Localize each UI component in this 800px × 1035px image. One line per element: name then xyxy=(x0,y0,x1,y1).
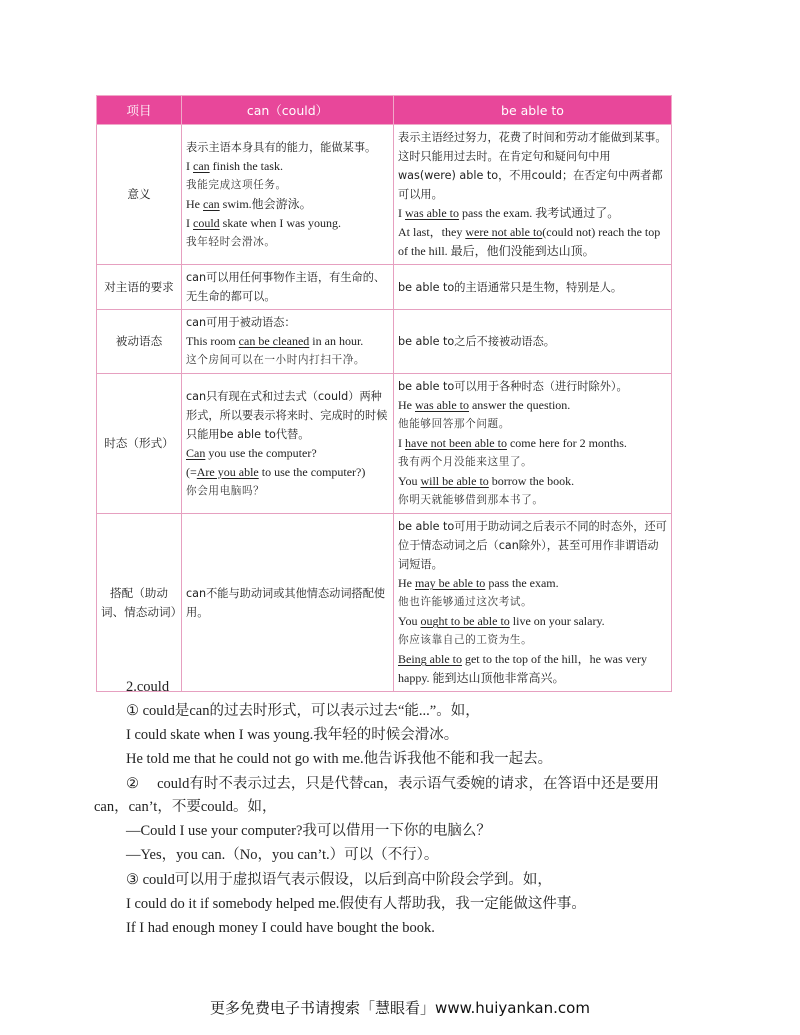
translation-text: 你会用电脑吗？ xyxy=(186,484,265,497)
underlined-phrase: can be cleaned xyxy=(238,334,310,348)
example-sentence xyxy=(398,223,667,261)
example-sentence xyxy=(398,650,667,688)
sentence-text: in an hour. xyxy=(309,334,364,348)
body-line: can，can’t，不要could。如， xyxy=(94,799,277,815)
example-sentence xyxy=(398,204,667,223)
explanation-text: 表示主语本身具有的能力，能做某事。 xyxy=(186,140,377,154)
sentence-text: answer the question. xyxy=(468,398,571,412)
sentence-text: This room xyxy=(186,334,239,348)
can-vs-be-able-to-table xyxy=(96,95,672,692)
body-line: —Could I use your computer?我可以借用一下你的电脑么？ xyxy=(126,823,491,839)
explanation-text: be able to的主语通常只是生物，特别是人。 xyxy=(398,280,623,294)
example-sentence xyxy=(186,214,389,233)
underlined-phrase: Being able to xyxy=(398,652,462,666)
be-able-to-cell xyxy=(394,374,672,514)
row-label: 搭配（助动词、情态动词） xyxy=(97,514,182,692)
row-label: 被动语态 xyxy=(97,310,182,374)
table-row xyxy=(97,374,672,514)
underlined-phrase: was able to xyxy=(405,206,459,220)
explanation-text: be able to可用于助动词之后表示不同的时态外，还可位于情态动词之后（can除外），甚至可用作非谓语动词短语。 xyxy=(398,520,667,571)
sentence-text: live on your salary. xyxy=(509,614,605,628)
translation-text: 我有两个月没能来这里了。 xyxy=(398,456,533,468)
underlined-phrase: may be able to xyxy=(415,576,486,590)
sentence-text: you use the computer? xyxy=(205,445,317,460)
translation-text: 你明天就能够借到那本书了。 xyxy=(398,494,544,506)
header-be-able-to: be able to xyxy=(394,96,672,125)
underlined-phrase: have not been able to xyxy=(405,436,507,450)
example-sentence xyxy=(186,157,389,176)
translation-text: 他能够回答那个问题。 xyxy=(398,418,510,430)
sentence-text: finish the task. xyxy=(209,158,283,173)
can-could-cell xyxy=(182,374,394,514)
row-label: 对主语的要求 xyxy=(97,265,182,310)
example-sentence xyxy=(398,434,667,453)
underlined-phrase: Are you able xyxy=(196,464,259,479)
table-header-row xyxy=(97,96,672,125)
sentence-text: come here for 2 months. xyxy=(506,436,627,450)
be-able-to-cell xyxy=(394,125,672,265)
sentence-text: You xyxy=(398,614,421,628)
explanation-text: can只有现在式和过去式（could）两种形式，所以要表示将来时、完成时的时候只能用be able to代替。 xyxy=(186,389,388,441)
sentence-text: He xyxy=(186,196,203,211)
translation-text: 我能完成这项任务。 xyxy=(186,178,287,191)
body-line: He told me that he could not go with me.他告诉我他不能和我一起去。 xyxy=(126,751,553,767)
sentence-text: You xyxy=(398,474,421,488)
body-line: ② could有时不表示过去，只是代替can，表示语气委婉的请求，在答语中还是要用 xyxy=(126,776,659,792)
sentence-text: borrow the book. xyxy=(488,474,575,488)
can-could-cell xyxy=(182,310,394,374)
body-line: I could skate when I was young.我年轻的时候会滑冰。 xyxy=(126,727,459,743)
can-could-cell xyxy=(182,514,394,692)
example-sentence xyxy=(186,332,389,351)
underlined-phrase: can xyxy=(193,158,210,173)
example-sentence xyxy=(186,463,389,482)
sentence-text: At last，they xyxy=(398,225,466,239)
table-row xyxy=(97,310,672,374)
example-sentence xyxy=(398,574,667,593)
sentence-text: pass the exam. xyxy=(485,576,559,590)
table-row xyxy=(97,125,672,265)
body-line: —Yes，you can.（No，you can’t.）可以（不行）。 xyxy=(126,847,439,863)
underlined-phrase: were not able to xyxy=(465,225,543,239)
explanation-text: can不能与助动词或其他情态动词搭配使用。 xyxy=(186,586,386,619)
example-sentence xyxy=(186,195,389,214)
sentence-text: I xyxy=(398,206,405,220)
underlined-phrase: ought to be able to xyxy=(420,614,510,628)
underlined-phrase: can xyxy=(203,196,220,211)
underlined-phrase: was able to xyxy=(415,398,469,412)
be-able-to-cell xyxy=(394,310,672,374)
sentence-text: get to the top of the hill，he was very happy. 能到达山顶他非常高兴。 xyxy=(398,652,647,685)
example-sentence xyxy=(398,472,667,491)
header-can-could: can（could） xyxy=(182,96,394,125)
row-label: 意义 xyxy=(97,125,182,265)
explanation-text: 表示主语经过努力，花费了时间和劳动才能做到某事。这时只能用过去时。在肯定句和疑问句中用was(were) able to，不用could；在否定句中两者都可以用。 xyxy=(398,131,667,201)
underlined-phrase: will be able to xyxy=(420,474,489,488)
sentence-text: I xyxy=(398,436,405,450)
sentence-text: He xyxy=(398,576,415,590)
footer-watermark: 更多免费电子书请搜索「慧眼看」www.huiyankan.com xyxy=(210,999,590,1017)
be-able-to-cell xyxy=(394,514,672,692)
sentence-text: (could not) reach the top of the hill. 最后，他们没能到达山顶。 xyxy=(398,225,661,258)
sentence-text: I xyxy=(186,215,193,230)
sentence-text: He xyxy=(398,398,415,412)
sentence-text: I xyxy=(186,158,193,173)
translation-text: 你应该靠自己的工资为生。 xyxy=(398,634,533,646)
body-line: ③ could可以用于虚拟语气表示假设，以后到高中阶段会学到。如， xyxy=(126,872,552,888)
can-could-cell xyxy=(182,125,394,265)
sentence-text: (= xyxy=(186,464,197,479)
sentence-text: to use the computer?) xyxy=(258,464,366,479)
table-row xyxy=(97,514,672,692)
section-heading: 2.could xyxy=(126,679,170,695)
explanation-text: be able to可以用于各种时态（进行时除外）。 xyxy=(398,380,628,393)
sentence-text: pass the exam. 我考试通过了。 xyxy=(458,206,620,220)
header-item: 项目 xyxy=(97,96,182,125)
explanation-text: can可以用任何事物作主语，有生命的、无生命的都可以。 xyxy=(186,271,386,303)
example-sentence xyxy=(186,444,389,463)
body-line: ① could是can的过去时形式，可以表示过去“能...”。如， xyxy=(126,703,480,719)
underlined-phrase: Can xyxy=(186,445,206,460)
translation-text: 他也许能够通过这次考试。 xyxy=(398,596,533,608)
sentence-text: swim.他会游泳。 xyxy=(219,196,312,211)
translation-text: 这个房间可以在一小时内打扫干净。 xyxy=(186,354,366,366)
underlined-phrase: could xyxy=(193,215,220,230)
example-sentence xyxy=(398,396,667,415)
sentence-text: skate when I was young. xyxy=(219,215,341,230)
table-row xyxy=(97,265,672,310)
can-could-cell xyxy=(182,265,394,310)
body-line: If I had enough money I could have bought the book. xyxy=(126,920,435,936)
body-line: I could do it if somebody helped me.假使有人帮助我，我一定能做这件事。 xyxy=(126,896,586,912)
translation-text: 我年轻时会滑冰。 xyxy=(186,235,276,248)
explanation-text: can可用于被动语态： xyxy=(186,316,296,329)
row-label: 时态（形式） xyxy=(97,374,182,514)
be-able-to-cell xyxy=(394,265,672,310)
example-sentence xyxy=(398,612,667,631)
explanation-text: be able to之后不接被动语态。 xyxy=(398,335,555,348)
